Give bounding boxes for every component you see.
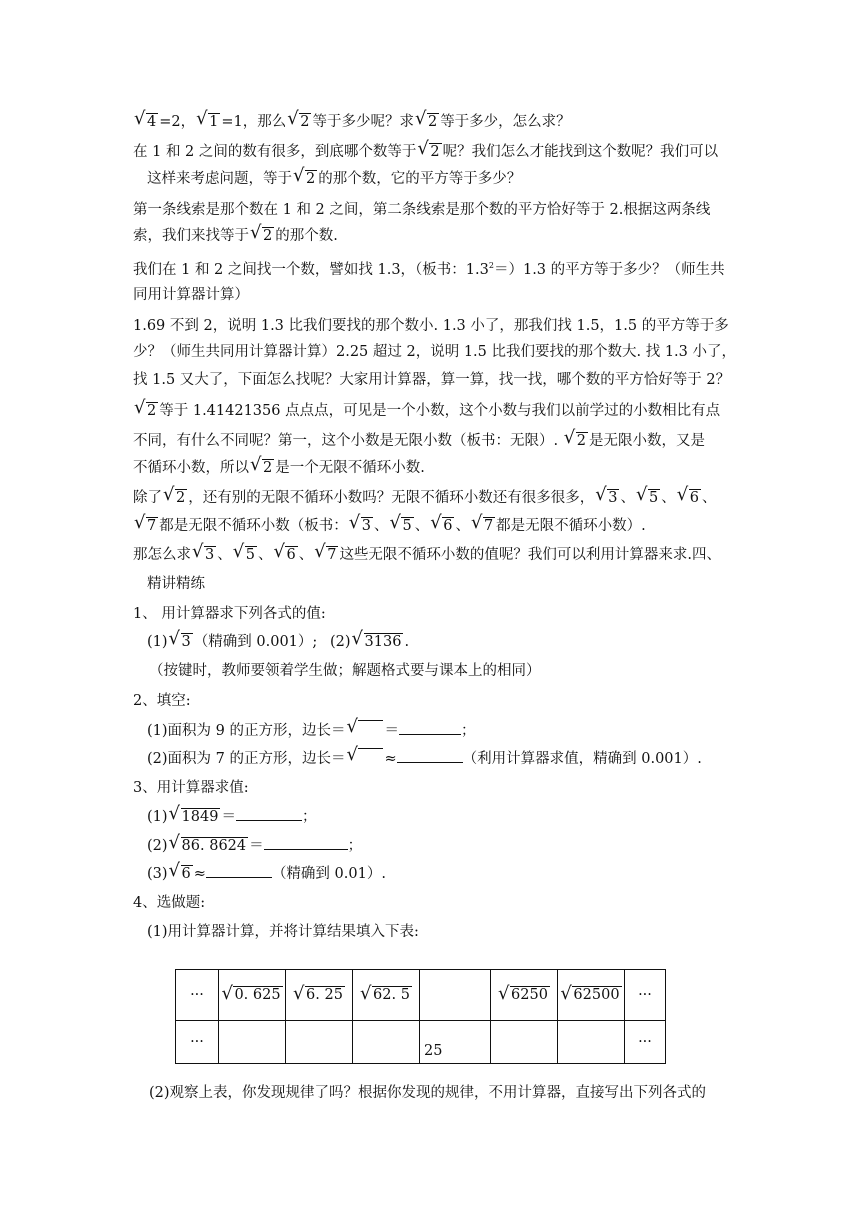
table-cell[interactable] (558, 1021, 625, 1064)
table-cell (420, 970, 491, 1021)
sqrt-expression: √ 2 (250, 454, 273, 476)
answer-blank[interactable] (206, 863, 272, 878)
table-row (176, 970, 666, 1021)
sqrt-expression: √ 3 (168, 628, 191, 650)
sqrt-expression: √ 6 (273, 541, 296, 563)
sqrt-expression: √ 7 (470, 512, 494, 534)
table-cell: ··· (625, 1021, 666, 1064)
sqrt-expression: √ 2 (250, 222, 273, 244)
text-line: 我们在 1 和 2 之间找一个数，譬如找 1.3，（板书：$1.3^2=)1.3$ 的平方等于多少？（师生共 (133, 261, 725, 278)
exercise-title: 1、 用计算器求下列各式的值: (133, 606, 326, 622)
sqrt-expression: √ 6 (430, 512, 453, 534)
sqrt-expression: √ 1 (196, 108, 219, 130)
table-cell (353, 970, 420, 1021)
text-line: 不循环小数，所以 √ 2 是一个无限不循环小数. (133, 454, 425, 476)
answer-blank[interactable] (399, 720, 461, 735)
exercise-item: (1)面积为 9 的正方形，边长＝ √ ＝ ； (147, 716, 476, 739)
table-cell: 25 (420, 1021, 491, 1064)
sqrt-expression: √ 1849 (168, 803, 219, 825)
exercise-title: 3、用计算器求值: (133, 780, 249, 796)
table-cell: ··· (625, 970, 666, 1021)
calculation-table (175, 969, 666, 1064)
sqrt-expression: √ 5 (389, 512, 412, 534)
sqrt-expression: √ 2 (134, 397, 157, 419)
text-line: 精讲精练 (147, 576, 205, 592)
text-line: 那怎么求 √ 3 、 √ 5 、 √ 6 、 √ 7 这些无限不循环小数的值呢？我们可以利用计算器来求.四、 (133, 541, 722, 563)
sqrt-expression: √ 5 (232, 541, 255, 563)
exercise-item: (2) √ 86. 8624 ＝ ； (147, 832, 363, 854)
superscript: 2 (488, 261, 494, 270)
sqrt-expression: √ 3 (595, 484, 618, 506)
sqrt-expression: √ 7 (134, 512, 157, 534)
sqrt-expression: √ 4 (134, 108, 157, 130)
exercise-item: (1) √ 3 （精确到 0.001）; (147, 628, 318, 650)
exercise-title: 4、选做题: (133, 895, 206, 911)
sqrt-expression: √ 7 (314, 541, 337, 563)
answer-blank[interactable] (264, 835, 348, 850)
sqrt-expression: √ 2 (163, 484, 186, 506)
sqrt-expression: √ 3136 (351, 628, 402, 650)
text-line: 不同，有什么不同呢？第一，这个小数是无限小数（板书：无限）. √ 2 是无限小数，又是 (133, 427, 705, 449)
sqrt-expression: √ 2 (293, 165, 316, 187)
text-line: √ 7 都是无限不循环小数（板书： √ 3 、 √ 5 、 √ 6 、 √ 7 都是无限不循环小数）. (134, 512, 646, 534)
text-line: √ 4 =2， √ 1 =1，那么 √ 2 等于多少呢？求 √ 2 等于多少，怎么求？ (134, 108, 571, 130)
text-line: 找 1.5 又大了，下面怎么找呢？大家用计算器，算一算，找一找，哪个数的平方恰好等于 2？ (133, 372, 731, 388)
text-line: 1.69 不到 2，说明 1.3 比我们要找的那个数小. 1.3 小了，那我们找 1.5，1.5 的平方等于多 (133, 318, 729, 334)
sqrt-blank: √ (346, 748, 383, 769)
exercise-item: (3) √ 6 ≈ （精确到 0.01）. (147, 860, 386, 882)
table-cell (219, 970, 286, 1021)
table-cell (286, 970, 353, 1021)
text-line: 在 1 和 2 之间的数有很多，到底哪个数等于 √ 2 呢？我们怎么才能找到这个数呢？我们可以 (133, 138, 719, 160)
exercise-note: （按键时，教师要领着学生做；解题格式要与课本上的相同） (149, 663, 541, 679)
exercise-item: (2)面积为 7 的正方形，边长＝ √ ≈ （利用计算器求值，精确到 0.001）. (147, 744, 702, 767)
exercise-item: (1)用计算器计算，并将计算结果填入下表: (147, 924, 419, 940)
table-cell[interactable] (353, 1021, 420, 1064)
exercise-item: (1) √ 1849 ＝ ； (147, 803, 317, 825)
sqrt-expression: √ 0. 625 (221, 983, 281, 1004)
sqrt-expression: √ 2 (563, 427, 586, 449)
text-line: 同用计算器计算） (133, 287, 249, 303)
sqrt-expression: √ 6 (676, 484, 699, 506)
exercise-item: (2) √ 3136 . (330, 628, 410, 650)
table-cell (491, 970, 558, 1021)
exercise-title: 2、填空: (133, 693, 191, 709)
table-cell: ··· (176, 970, 219, 1021)
table-cell: ··· (176, 1021, 219, 1064)
sqrt-expression: √ 2 (417, 138, 440, 160)
sqrt-blank: √ (346, 720, 383, 741)
table-cell[interactable] (491, 1021, 558, 1064)
sqrt-expression: √ 2 (287, 108, 310, 130)
table-cell[interactable] (219, 1021, 286, 1064)
sqrt-expression: √ 3 (348, 512, 371, 534)
sqrt-expression: √ 6. 25 (293, 983, 343, 1004)
table-cell[interactable] (286, 1021, 353, 1064)
text-line: 这样来考虑问题，等于 √ 2 的那个数，它的平方等于多少？ (147, 165, 522, 187)
exercise-item: (2)观察上表，你发现规律了吗？根据你发现的规律，不用计算器，直接写出下列各式的 (149, 1085, 707, 1101)
sqrt-expression: √ 2 (414, 108, 438, 130)
answer-blank[interactable] (397, 748, 463, 763)
table-cell (558, 970, 625, 1021)
sqrt-expression: √ 6250 (498, 983, 548, 1004)
text-line: 索，我们来找等于 √ 2 的那个数. (133, 222, 338, 244)
answer-blank[interactable] (236, 806, 302, 821)
text-line: 除了 √ 2 ，还有别的无限不循环小数吗？无限不循环小数还有很多很多， √ 3 、 √ 5 、 √ 6 、 (133, 484, 717, 506)
sqrt-expression: √ 3 (192, 541, 215, 563)
sqrt-expression: √ 62500 (560, 983, 620, 1004)
table-row (176, 1021, 666, 1064)
sqrt-expression: √ 6 (168, 860, 191, 882)
text-line: √ 2 等于 1.41421356 点点点，可见是一个小数，这个小数与我们以前学过的小数相比有点 (134, 397, 721, 419)
text-line: 第一条线索是那个数在 1 和 2 之间，第二条线索是那个数的平方恰好等于 2.根据这两条线 (133, 202, 711, 218)
sqrt-expression: √ 5 (635, 484, 659, 506)
sqrt-expression: √ 62. 5 (360, 983, 410, 1004)
sqrt-expression: √ 86. 8624 (168, 832, 247, 854)
text-line: 少？（师生共同用计算器计算）2.25 超过 2，说明 1.5 比我们要找的那个数大. 找 1.3 小了， (133, 344, 737, 360)
